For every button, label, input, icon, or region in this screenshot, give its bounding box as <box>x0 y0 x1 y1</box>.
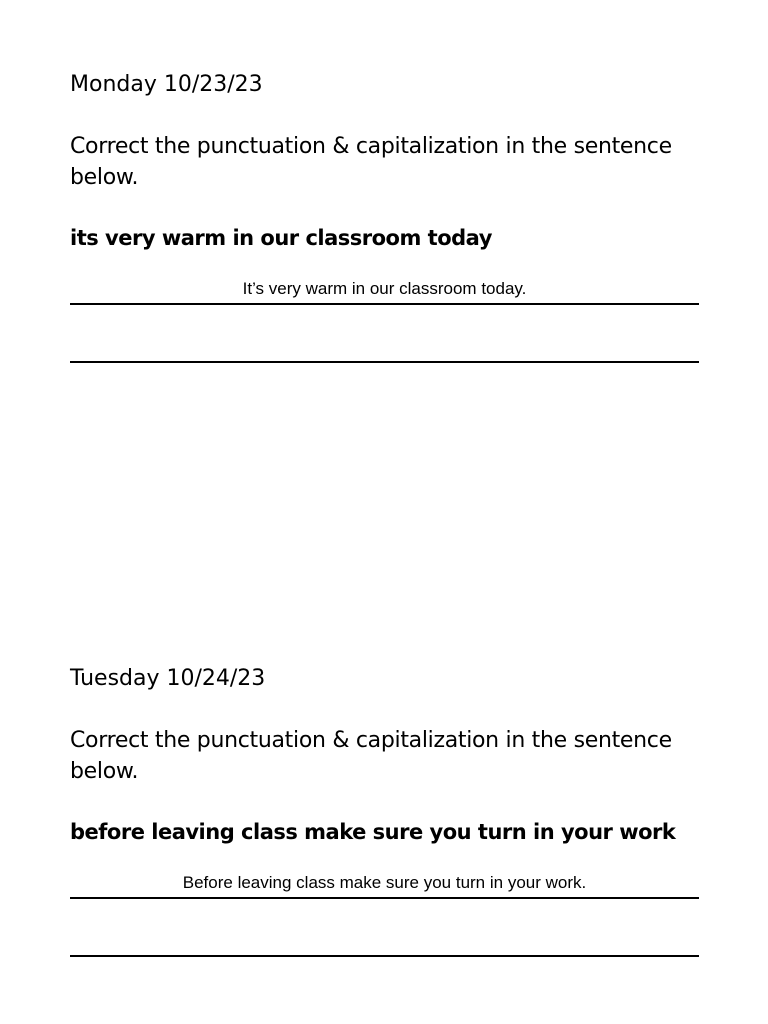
tuesday-date: Tuesday 10/24/23 <box>70 666 266 691</box>
tuesday-answer-text: Before leaving class make sure you turn in your work. <box>182 873 587 892</box>
tuesday-instructions: Correct the punctuation & capitalization in the sentence below. <box>70 728 672 784</box>
monday-date: Monday 10/23/23 <box>70 72 263 97</box>
monday-answer-line <box>70 275 699 305</box>
monday-blank-line <box>70 361 699 363</box>
tuesday-prompt-sentence: before leaving class make sure you turn in your work <box>70 820 676 844</box>
monday-prompt-sentence: its very warm in our classroom today <box>70 226 492 250</box>
monday-section <box>70 70 700 363</box>
tuesday-blank-line <box>70 955 699 957</box>
monday-answer-text: It’s very warm in our classroom today. <box>242 279 527 298</box>
monday-instructions: Correct the punctuation & capitalization in the sentence below. <box>70 134 672 190</box>
tuesday-section <box>70 664 700 957</box>
tuesday-answer-line <box>70 869 699 899</box>
